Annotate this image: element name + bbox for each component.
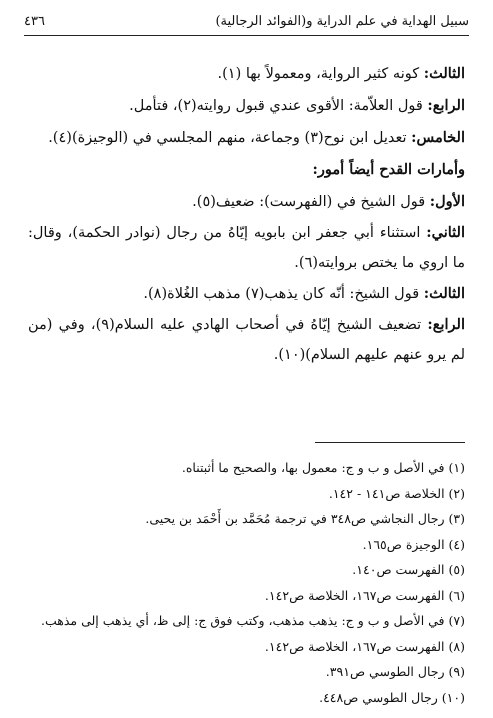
footnote-6: (٦) الفهرست ص١٦٧، الخلاصة ص١٤٢. [264,587,465,603]
footnotes-list [28,455,465,710]
paragraph-text: تضعيف الشيخ إيّاهُ في أصحاب الهادي عليه السلام(٩)، وفي (من لم يرو عنهم عليهم السلام)(١٠). [28,317,465,363]
footnote-4: (٤) الوجيزة ص١٦٥. [362,536,465,552]
footnote-8: (٨) الفهرست ص١٦٧، الخلاصة ص١٤٢. [264,638,465,654]
footnote-1: (١) في الأصل و ب و ج: معمول بها، والصحيح ما أثبتناه. [181,460,465,475]
page-number: ٤٣٦ [24,13,45,29]
footnote-3: (٣) رجال النجاشي ص٣٤٨ في ترجمة مُحَمَّد بن أَحْمَد بن يحيى. [145,511,465,526]
paragraph-lead: الرابع: [427,97,465,114]
paragraph-8 [28,310,465,370]
paragraph-6 [28,218,465,278]
footnote-9: (٩) رجال الطوسي ص٣٩١. [325,664,465,679]
paragraph-7 [28,278,465,310]
header-rule [24,35,469,36]
paragraph-lead: الثالث: [423,65,465,82]
paragraph-lead: الثاني: [426,224,465,241]
paragraph-lead: الرابع: [427,316,465,333]
main-text [28,58,465,370]
running-title: سبيل الهداية في علم الدراية و(الفوائد الرجالية) [215,13,469,29]
page-header [24,10,469,32]
footnote-10: (١٠) رجال الطوسي ص٤٤٨. [319,689,465,705]
paragraph-lead: الثالث: [423,285,465,302]
paragraph-lead: الأول: [429,193,465,210]
paragraph-text: قول الشيخ: أنّه كان يذهب(٧) مذهب الغُلاة(٨). [143,286,424,302]
paragraph-text: قول العلاّمة: الأقوى عندي قبول روايته(٢)، فتأمل. [129,98,428,114]
paragraph-text: قول الشيخ في (الفهرست): ضعيف(٥). [192,194,430,210]
paragraph-4 [28,154,465,186]
paragraph-5 [28,186,465,218]
section-heading: وأمارات القدح أيضاً أمور: [312,161,465,178]
footnote-2: (٢) الخلاصة ص١٤١ - ١٤٢. [328,485,465,501]
footnote-5: (٥) الفهرست ص١٤٠. [352,562,465,577]
paragraph-lead: الخامس: [411,129,465,146]
footnote-rule [315,442,465,443]
paragraph-text: كونه كثير الرواية، ومعمولاً بها (١). [217,66,424,82]
paragraph-text: استثناء أبي جعفر ابن بابويه إيّاهُ من رجال (نوادر الحكمة)، وقال: ما اروي ما يختص بروايته(٦). [28,225,465,271]
footnote-7: (٧) في الأصل و ب و ج: يذهب مذهب، وكتب فوق ج: إلى ظ، أي يذهب إلى مذهب. [41,613,465,628]
paragraph-2 [28,90,465,122]
paragraph-1 [28,58,465,90]
paragraph-text: تعديل ابن نوح(٣) وجماعة، منهم المجلسي في (الوجيزة)(٤). [48,130,412,146]
paragraph-3 [28,122,465,154]
